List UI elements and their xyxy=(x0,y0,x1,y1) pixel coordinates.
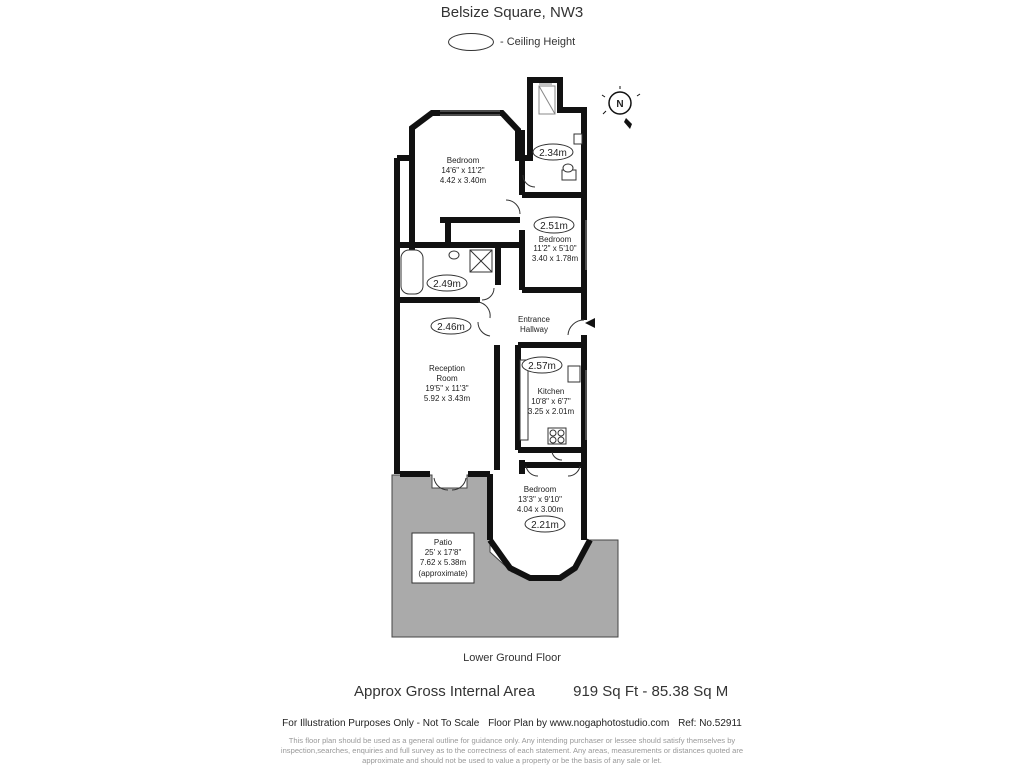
room-kitchen-name: Kitchen xyxy=(537,387,565,396)
footer-disclaimer xyxy=(0,718,1024,729)
room-bedroom-3-imperial: 13'3" x 9'10" xyxy=(518,495,562,504)
illustration-note: For Illustration Purposes Only - Not To Scale xyxy=(282,718,480,729)
room-bedroom-1-name: Bedroom xyxy=(446,156,480,165)
gross-internal-area xyxy=(354,683,728,700)
room-entrance-name2: Hallway xyxy=(519,325,549,334)
ceiling-height-3: 2.49m xyxy=(433,279,461,290)
room-bedroom-2-metric: 3.40 x 1.78m xyxy=(531,254,579,263)
floor-plan-credit: Floor Plan by www.nogaphotostudio.com xyxy=(488,718,670,729)
room-bedroom-2-imperial: 11'2" x 5'10" xyxy=(533,244,577,253)
room-bedroom-3-metric: 4.04 x 3.00m xyxy=(516,505,564,514)
ceiling-height-1: 2.34m xyxy=(539,148,567,159)
room-reception-metric: 5.92 x 3.43m xyxy=(423,394,471,403)
room-bedroom-1-metric: 4.42 x 3.40m xyxy=(439,176,487,185)
room-kitchen-imperial: 10'8" x 6'7" xyxy=(531,397,571,406)
patio-imperial: 25' x 17'8" xyxy=(424,548,462,557)
reference-number: Ref: No.52911 xyxy=(678,718,742,729)
area-sqm: 85.38 Sq M xyxy=(651,683,729,700)
compass-label: N xyxy=(616,99,624,110)
room-bedroom-3-name: Bedroom xyxy=(523,485,557,494)
room-reception-imperial: 19'5" x 11'3" xyxy=(425,384,469,393)
ceiling-height-2: 2.51m xyxy=(540,221,568,232)
room-bedroom-2-name: Bedroom xyxy=(538,235,572,244)
patio-name: Patio xyxy=(433,538,453,547)
room-reception-name: Reception xyxy=(428,364,466,373)
fine-print: This floor plan should be used as a general outline for guidance only. Any intending purchaser or lessee should satisfy themselves by inspection,searches, enquiries and full survey as to the correctness of each statement. Any areas, measurements or distances quoted are approximate and should not be used to value a property or be the basis of any sale or let. xyxy=(280,736,744,765)
plan-title: Belsize Square, NW3 xyxy=(440,4,584,21)
area-sqft: 919 Sq Ft xyxy=(573,683,639,700)
room-bedroom-1-imperial: 14'6" x 11'2" xyxy=(441,166,485,175)
ceiling-height-5: 2.57m xyxy=(528,361,556,372)
floor-label: Lower Ground Floor xyxy=(463,652,561,664)
patio-metric: 7.62 x 5.38m xyxy=(419,558,467,567)
room-kitchen-metric: 3.25 x 2.01m xyxy=(527,407,575,416)
area-label: Approx Gross Internal Area xyxy=(354,683,535,700)
room-reception-name2: Room xyxy=(436,374,458,383)
wall-upper-bedroom xyxy=(412,80,584,197)
legend-label: - Ceiling Height xyxy=(500,36,576,48)
ceiling-height-4: 2.46m xyxy=(437,322,465,333)
ceiling-height-6: 2.21m xyxy=(531,520,559,531)
room-entrance-name: Entrance xyxy=(517,315,551,324)
patio-note: (approximate) xyxy=(418,569,468,578)
area-separator: - xyxy=(642,683,648,700)
